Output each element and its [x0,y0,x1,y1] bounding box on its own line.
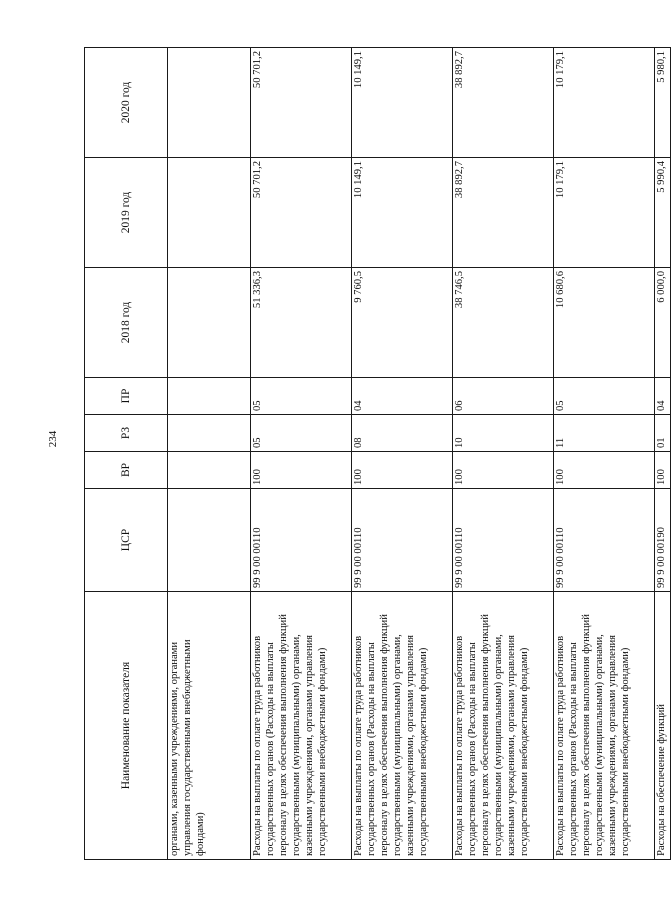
cell-2020: 50 701,2 [251,48,352,158]
cell-pr [168,378,251,415]
cell-name: Расходы на выплаты по оплате труда работников государственных органов (Расходы на выплаты персоналу в целях обеспечения выполнения функций государственными (муниципальными) органами, казенными учреждениями, органами управления государственными внебюджетными фондами) [554,592,655,860]
cell-csr: 99 9 00 00190 [655,489,671,592]
header-vr: ВР [85,452,168,489]
cell-vr [168,452,251,489]
cell-csr: 99 9 00 00110 [554,489,655,592]
cell-vr: 100 [453,452,554,489]
cell-pr: 05 [251,378,352,415]
table-row [554,48,655,860]
cell-2019: 38 892,7 [453,158,554,268]
cell-2018 [168,268,251,378]
cell-rz: 01 [655,415,671,452]
cell-rz: 05 [251,415,352,452]
header-pr: ПР [85,378,168,415]
cell-2018: 38 746,5 [453,268,554,378]
header-csr: ЦСР [85,489,168,592]
cell-pr: 06 [453,378,554,415]
budget-table [84,47,671,860]
table-row [453,48,554,860]
cell-name: Расходы на выплаты по оплате труда работников государственных органов (Расходы на выплаты персоналу в целях обеспечения выполнения функций государственными (муниципальными) органами, казенными учреждениями, органами управления государственными внебюджетными фондами) [453,592,554,860]
cell-csr: 99 9 00 00110 [352,489,453,592]
cell-vr: 100 [352,452,453,489]
cell-2019: 10 149,1 [352,158,453,268]
header-name: Наименование показателя [85,592,168,860]
cell-vr: 100 [251,452,352,489]
cell-pr: 04 [352,378,453,415]
cell-2018: 10 680,6 [554,268,655,378]
cell-csr [168,489,251,592]
cell-2019: 5 990,4 [655,158,671,268]
cell-2019: 50 701,2 [251,158,352,268]
cell-2019 [168,158,251,268]
cell-pr: 04 [655,378,671,415]
header-2018: 2018 год [85,268,168,378]
table-row-continuation [168,48,251,860]
cell-vr: 100 [554,452,655,489]
cell-csr: 99 9 00 00110 [251,489,352,592]
cell-rz: 08 [352,415,453,452]
header-2019: 2019 год [85,158,168,268]
cell-2020: 10 149,1 [352,48,453,158]
header-rz: РЗ [85,415,168,452]
cell-2020 [168,48,251,158]
cell-vr: 100 [655,452,671,489]
cell-name: Расходы на обеспечение функций [655,592,671,860]
cell-pr: 05 [554,378,655,415]
header-row [85,48,168,860]
cell-2018: 6 000,0 [655,268,671,378]
page-number: 234 [47,430,59,448]
cell-2018: 9 760,5 [352,268,453,378]
header-2020: 2020 год [85,48,168,158]
cell-2020: 38 892,7 [453,48,554,158]
cell-2019: 10 179,1 [554,158,655,268]
table-row [352,48,453,860]
cell-2018: 51 336,3 [251,268,352,378]
cell-2020: 5 980,1 [655,48,671,158]
cell-csr: 99 9 00 00110 [453,489,554,592]
cell-rz [168,415,251,452]
cell-name: органами, казенными учреждениями, органами управления государственными внебюджетными фондами) [168,592,251,860]
table-row [655,48,671,860]
cell-2020: 10 179,1 [554,48,655,158]
cell-name: Расходы на выплаты по оплате труда работников государственных органов (Расходы на выплаты персоналу в целях обеспечения выполнения функций государственными (муниципальными) органами, казенными учреждениями, органами управления государственными внебюджетными фондами) [251,592,352,860]
cell-rz: 10 [453,415,554,452]
table-row [251,48,352,860]
cell-rz: 11 [554,415,655,452]
cell-name: Расходы на выплаты по оплате труда работников государственных органов (Расходы на выплаты персоналу в целях обеспечения выполнения функций государственными (муниципальными) органами, казенными учреждениями, органами управления государственными внебюджетными фондами) [352,592,453,860]
rotated-table-wrapper [84,48,667,860]
